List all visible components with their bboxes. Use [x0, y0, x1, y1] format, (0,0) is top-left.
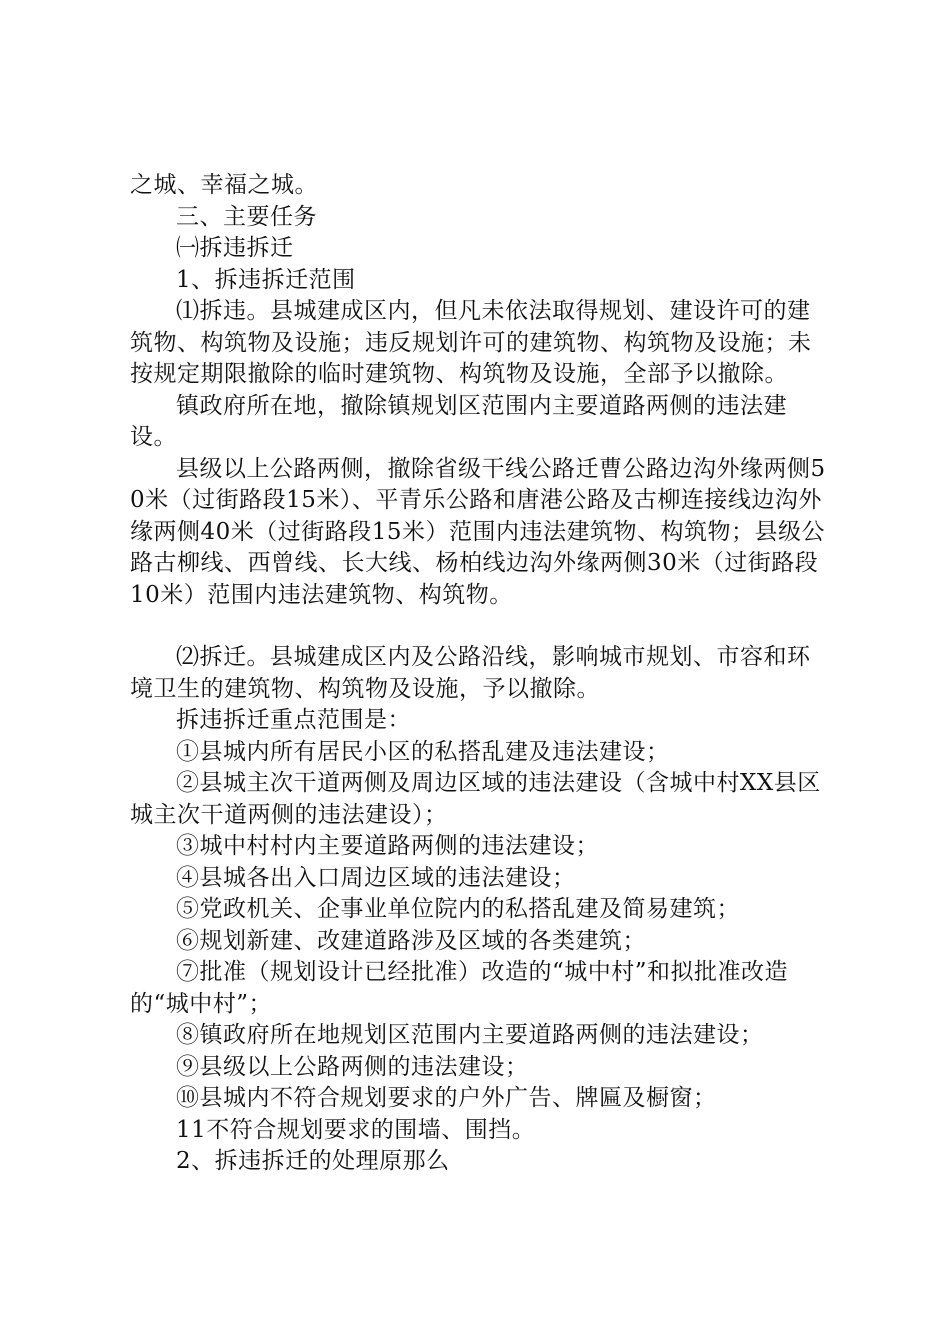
document-body [130, 170, 830, 1178]
list-item-9: ⑨县级以上公路两侧的违法建设； [176, 1053, 529, 1080]
list-item-5: ⑤党政机关、企事业单位院内的私搭乱建及简易建筑； [176, 896, 740, 922]
list-item-8: ⑧镇政府所在地规划区范围内主要道路两侧的违法建设； [176, 1022, 764, 1048]
paragraph-continuation: 之城、幸福之城。 [130, 172, 318, 198]
paragraph-highway-sides: 县级以上公路两侧，撤除省级干线公路迁曹公路边沟外缘两侧50米（过街路段15米）、平青乐公路和唐港公路及古柳连接线边沟外缘两侧40米（过街路段15米）范围内违法建筑物、构筑物；县级公路古柳线、西曾线、长大线、杨柏线边沟外缘两侧30米（过街路段10米）范围内违法建筑物、构筑物。 [130, 455, 826, 608]
list-item-4: ④县城各出入口周边区域的违法建设； [176, 864, 576, 891]
list-item-7: ⑦批准（规划设计已经批准）改造的“城中村”和拟批准改造的“城中村”； [130, 959, 789, 1017]
list-item-11: 11不符合规划要求的围墙、围挡。 [176, 1116, 536, 1143]
item-heading-principles: 2、拆违拆迁的处理原那么 [176, 1148, 450, 1174]
paragraph-gap [130, 611, 830, 642]
list-item-1: ①县城内所有居民小区的私搭乱建及违法建设； [176, 738, 670, 765]
paragraph-key-scope-intro: 拆违拆迁重点范围是： [176, 707, 411, 733]
list-item-10: ⑩县城内不符合规划要求的户外广告、牌匾及橱窗； [176, 1085, 717, 1111]
list-item-3: ③城中村村内主要道路两侧的违法建设； [176, 833, 599, 859]
list-item-2: ②县城主次干道两侧及周边区域的违法建设（含城中村XX县区城主次干道两侧的违法建设）； [130, 770, 821, 828]
item-heading-demolition-scope: 1、拆违拆迁范围 [176, 266, 356, 293]
paragraph-relocation: ⑵拆迁。县城建成区内及公路沿线，影响城市规划、市容和环境卫生的建筑物、构筑物及设施，予以撤除。 [130, 644, 811, 702]
list-item-6: ⑥规划新建、改建道路涉及区域的各类建筑； [176, 927, 646, 954]
section-heading-main-tasks: 三、主要任务 [176, 203, 317, 230]
subsection-heading-demolition: ㈠拆违拆迁 [176, 235, 294, 261]
paragraph-town-government: 镇政府所在地，撤除镇规划区范围内主要道路两侧的违法建设。 [130, 392, 787, 450]
paragraph-illegal-demolition: ⑴拆违。县城建成区内，但凡未依法取得规划、建设许可的建筑物、构筑物及设施；违反规划许可的建筑物、构筑物及设施；未按规定期限撤除的临时建筑物、构筑物及设施，全部予以撤除。 [130, 298, 812, 387]
